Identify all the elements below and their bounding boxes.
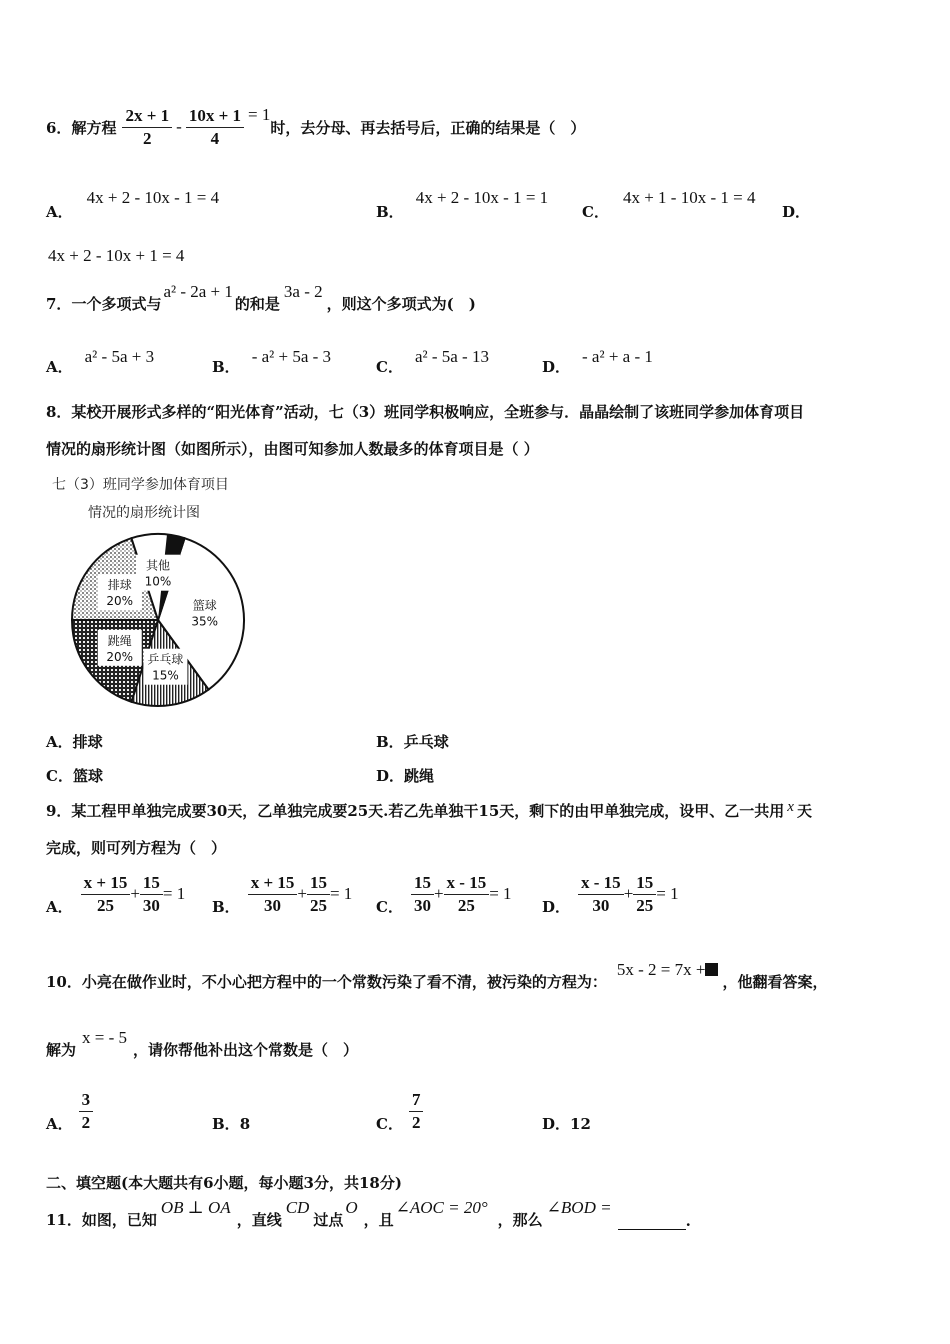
q7-a-label: A． [46,358,73,376]
q10-option-c[interactable] [376,1087,423,1135]
pie-chart [58,520,258,720]
q7-option-d[interactable] [542,346,653,376]
q9-b-frac2 [307,872,330,917]
q10-equation [617,960,719,980]
q9-line2: 完成，则可列方程为（ ） [46,839,227,857]
q6-intro: 解方程 [71,118,117,137]
q6-frac2-den: 4 [210,128,220,148]
q10-c-frac [409,1089,424,1134]
pie-label-value-5: 10% [144,574,172,589]
q9-c-label: C． [376,897,403,916]
q7-text2: 的和是 [234,295,280,313]
q10-a-label: A． [46,1114,73,1133]
q6-c-label: C． [582,203,609,221]
q9-d-frac1 [578,872,624,917]
q9-line1-tail: 天 [796,802,812,820]
q8-line2: 情况的扇形统计图（如图所示），由图可知参加人数最多的体育项目是（ ） [46,440,539,458]
q10-option-a[interactable] [46,1087,93,1135]
q9-d-d2: 25 [636,895,654,915]
section2-heading: 二、填空题(本大题共有6小题，每小题3分，共18分) [46,1174,402,1192]
q9-a-eq: = 1 [162,884,186,903]
q9-a-op: + [130,884,140,903]
q9-a-d1: 25 [96,895,114,915]
q11-t1: 11．如图，已知 [46,1211,157,1229]
q10-c-label: C． [376,1114,403,1133]
q8-option-d[interactable] [376,765,434,786]
q7-expr2: 3a - 2 [283,282,323,301]
q9-var: x [787,799,794,815]
q9-c-frac1 [411,872,434,917]
q10-a-den: 2 [81,1112,91,1132]
q9-a-frac2 [140,872,163,917]
q6-c-expr: 4x + 1 - 10x - 1 = 4 [622,188,756,207]
q11-m4: ∠AOC = 20° [395,1198,488,1217]
q11-t5: ，那么 [497,1211,543,1229]
q9-d-n1: x - 15 [578,872,624,895]
q8-d-text: 跳绳 [404,767,435,785]
q6-option-c[interactable] [582,188,756,221]
q9-d-n2: 15 [633,872,656,895]
q9-a-n2: 15 [140,872,163,895]
q9-b-n2: 15 [307,872,330,895]
q10-c-den: 2 [411,1112,421,1132]
q8-option-b[interactable] [376,731,449,752]
q6-b-label: B． [376,203,404,221]
q7-option-c[interactable] [376,346,489,376]
q6-option-b[interactable] [376,188,549,221]
q10-b-label: B． [212,1115,240,1133]
pie-label-value-4: 20% [106,594,134,609]
q11-t6: . [685,1212,691,1230]
q8-option-a[interactable] [46,731,103,752]
q7-a-expr: a² - 5a + 3 [84,347,155,366]
q6-d-label: D． [782,203,811,221]
pie-label-category-5: 其他 [145,558,171,573]
q7-b-label: B． [212,358,240,376]
chart-title-line2: 情况的扇形统计图 [88,505,200,521]
q10-d-label: D． [542,1115,571,1133]
q8-option-c[interactable] [46,765,103,786]
q11-m5: ∠BOD = [546,1198,612,1217]
q8-b-text: 乒乓球 [403,733,449,751]
q8-d-label: D． [376,767,405,785]
q7-text1: 一个多项式与 [71,295,162,313]
q10-line2 [46,1028,358,1060]
q8-c-label: C． [46,767,73,785]
q7-option-b[interactable] [212,346,332,376]
q6-stem [46,103,585,151]
q6-option-d-label[interactable] [782,201,810,222]
q11-t4: ，且 [363,1211,394,1229]
q9-b-d1: 30 [264,895,282,915]
q6-option-d-expr: 4x + 2 - 10x + 1 = 4 [48,246,185,265]
q9-line1-text: 9．某工程甲单独完成要30天，乙单独完成要25天.若乙先单独干15天，剩下的由甲单独完成，设甲、乙一共用 [46,802,785,820]
q9-c-n2: x - 15 [444,872,490,895]
q10-line1 [46,952,828,992]
q9-d-frac2 [633,872,656,917]
q9-c-frac2 [444,872,490,917]
q7-b-expr: - a² + 5a - 3 [251,347,332,366]
q9-option-a[interactable] [46,870,185,918]
q9-b-frac1 [248,872,298,917]
q8-a-label: A． [46,733,73,751]
q6-fraction-1 [122,105,172,150]
q10-a-num: 3 [79,1089,94,1112]
q6-tail: 时，去分母、再去括号后，正确的结果是（ ） [270,118,586,137]
chart-title-line1: 七（3）班同学参加体育项目 [52,477,229,493]
q6-b-expr: 4x + 2 - 10x - 1 = 1 [415,188,549,207]
q8-a-text: 排球 [72,733,103,751]
q10-text2: ，他翻看答案， [722,973,828,991]
smudge-square-icon [705,963,718,976]
q9-c-eq: = 1 [489,884,512,903]
q10-text3: 解为 [46,1041,77,1059]
q6-number: 6． [46,118,72,137]
q8-line1: 8．某校开展形式多样的“阳光体育”活动，七（3）班同学积极响应，全班参与．晶晶绘制了该班同学参加体育项目 [46,403,805,421]
q11-m3: O [345,1198,358,1217]
q9-d-d1: 30 [592,895,610,915]
q6-fraction-2 [186,105,244,150]
q9-option-c[interactable] [376,870,512,918]
q9-d-label: D． [542,897,571,916]
q10-option-d[interactable] [542,1113,591,1134]
q9-option-b[interactable] [212,870,352,918]
q9-b-label: B． [212,897,240,916]
q7-c-label: C． [376,358,403,376]
q6-frac2-num: 10x + 1 [186,105,244,128]
q11-m1: OB ⊥ OA [160,1198,231,1217]
q10-option-b[interactable] [212,1113,250,1134]
q9-a-d2: 30 [142,895,160,915]
pie-label-category-1: 篮球 [192,598,217,613]
q9-c-d1: 30 [413,895,431,915]
pie-label-category-3: 跳绳 [107,633,132,648]
q7-text3: ，则这个多项式为( ) [326,295,476,313]
q11-t2: ，直线 [236,1211,282,1229]
q7-d-expr: - a² + a - 1 [582,347,653,366]
q6-minus: - [176,117,182,136]
q9-a-label: A． [46,897,73,916]
q9-option-d[interactable] [542,870,679,918]
pie-label-value-3: 20% [106,649,134,664]
q7-d-label: D． [542,358,571,376]
q7-expr1: a² - 2a + 1 [163,282,233,301]
q11-stem [46,1192,691,1230]
q11-t3: 过点 [313,1211,344,1229]
q6-equals: = 1 [248,105,271,124]
q10-c-num: 7 [409,1089,424,1112]
q9-d-eq: = 1 [656,884,679,903]
q9-b-d2: 25 [309,895,327,915]
q10-a-frac [79,1089,94,1134]
q6-option-a[interactable] [46,188,220,221]
q10-text1: 10．小亮在做作业时，不小心把方程中的一个常数污染了看不清，被污染的方程为： [46,973,607,991]
q10-d-text: 12 [570,1115,591,1133]
q9-c-d2: 25 [457,895,475,915]
q9-a-frac1 [81,872,131,917]
q11-m2: CD [285,1198,310,1217]
q9-a-n1: x + 15 [81,872,131,895]
q7-number: 7． [46,295,72,313]
q9-c-op: + [433,884,444,903]
q9-d-op: + [623,884,634,903]
q6-frac1-den: 2 [143,128,152,148]
pie-label-category-2: 乒乓球 [147,652,184,667]
pie-label-value-2: 15% [152,668,179,683]
q7-stem [46,284,476,314]
q7-c-expr: a² - 5a - 13 [414,347,489,366]
q9-line1 [46,800,812,821]
q6-a-label: A． [46,203,73,221]
q8-b-label: B． [376,733,404,751]
q10-text4: ，请你帮他补出这个常数是（ ） [133,1041,359,1059]
answer-blank[interactable] [618,1215,686,1230]
q6-a-expr: 4x + 2 - 10x - 1 = 4 [86,188,220,207]
pie-label-category-4: 排球 [107,578,132,593]
pie-label-value-1: 35% [191,614,219,629]
q10-expr: 5x - 2 = 7x + [616,960,706,979]
q10-solution: x = - 5 [82,1028,128,1047]
q6-frac1-num: 2x + 1 [122,105,172,128]
q10-b-text: 8 [239,1115,251,1133]
q9-b-n1: x + 15 [248,872,298,895]
q9-b-eq: = 1 [329,884,353,903]
q8-c-text: 篮球 [72,767,103,785]
q9-c-n1: 15 [411,872,434,895]
q9-b-op: + [297,884,307,903]
q7-option-a[interactable] [46,346,155,376]
